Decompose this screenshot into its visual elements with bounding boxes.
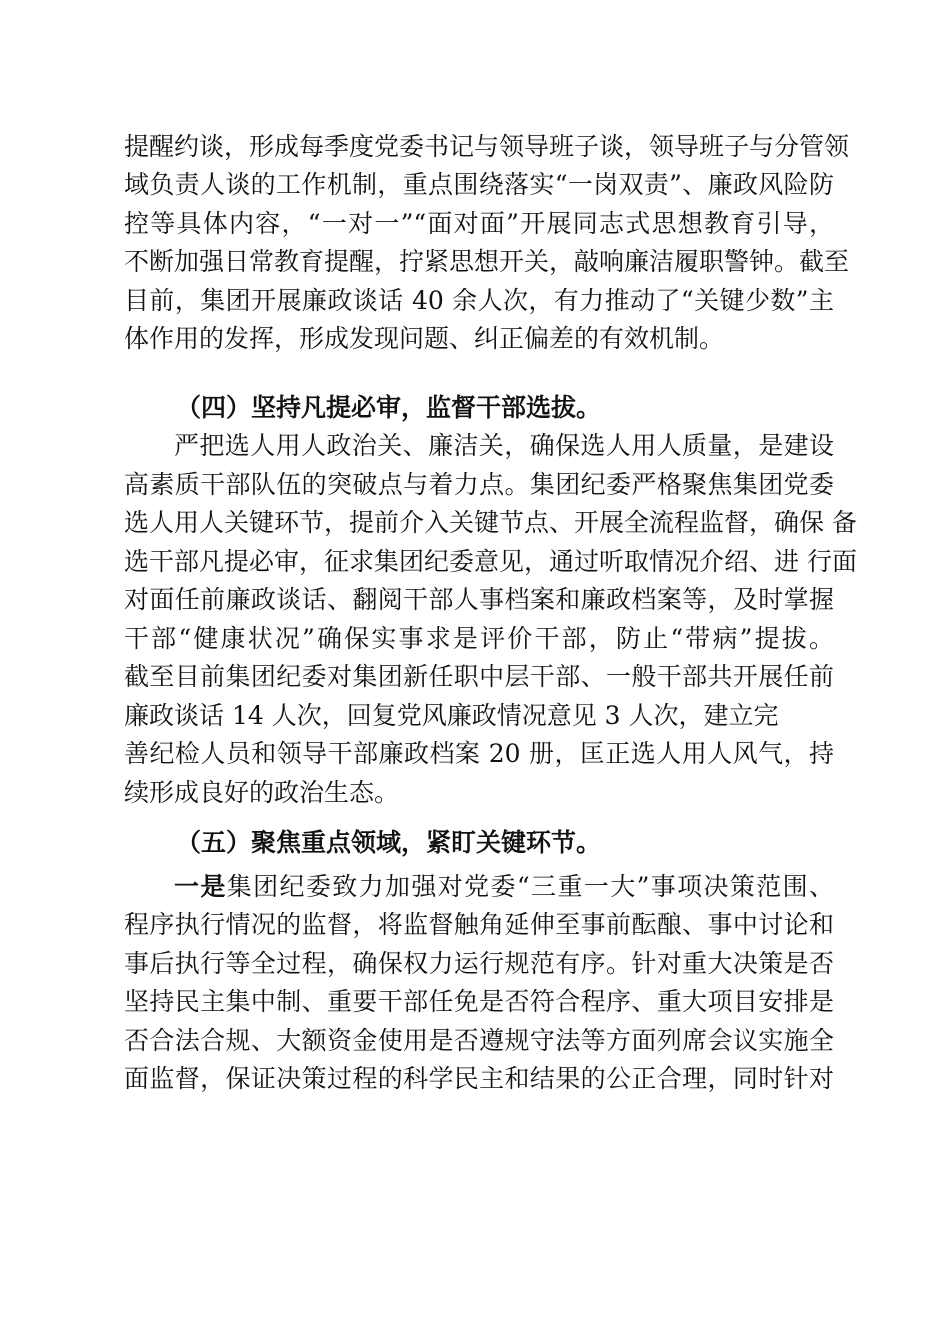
paragraph-line: 提醒约谈，形成每季度党委书记与领导班子谈，领导班子与分管领	[124, 132, 850, 161]
paragraph-line: 否合法合规、大额资金使用是否遵规守法等方面列席会议实施全	[124, 1026, 834, 1055]
paragraph-line: 善纪检人员和领导干部廉政档案 20 册，匡正选人用人风气，持	[124, 739, 834, 768]
paragraph-text: 集团纪委致力加强对党委“三重一大”事项决策范围、	[226, 872, 834, 901]
paragraph-line: 面监督，保证决策过程的科学民主和结果的公正合理，同时针对	[124, 1064, 834, 1093]
paragraph-line: 程序执行情况的监督，将监督触角延伸至事前酝酿、事中讨论和	[124, 910, 834, 939]
paragraph-line: 目前，集团开展廉政谈话 40 余人次，有力推动了“关键少数”主	[124, 286, 834, 315]
paragraph-line: 不断加强日常教育提醒，拧紧思想开关，敲响廉洁履职警钟。截至	[124, 247, 850, 276]
section-heading-5: （五）聚焦重点领域，紧盯关键环节。	[176, 828, 602, 857]
enumeration-lead: 一是	[174, 872, 227, 901]
paragraph-line: 控等具体内容，“一对一”“面对面”开展同志式思想教育引导，	[124, 209, 834, 238]
paragraph-line: 选干部凡提必审，征求集团纪委意见，通过听取情况介绍、进 行面	[124, 547, 857, 576]
paragraph-line: 域负责人谈的工作机制，重点围绕落实“一岗双责”、廉政风险防	[124, 170, 834, 199]
paragraph-line: 高素质干部队伍的突破点与着力点。集团纪委严格聚焦集团党委	[124, 470, 834, 499]
paragraph-line: 干部“健康状况”确保实事求是评价干部，防止“带病”提拔。	[124, 624, 834, 653]
paragraph-line: 严把选人用人政治关、廉洁关，确保选人用人质量，是建设	[174, 431, 834, 460]
section-heading-4: （四）坚持凡提必审，监督干部选拔。	[176, 393, 602, 422]
paragraph-line: 截至目前集团纪委对集团新任职中层干部、一般干部共开展任前	[124, 662, 834, 691]
paragraph-line: 选人用人关键环节，提前介入关键节点、开展全流程监督，确保 备	[124, 508, 857, 537]
paragraph-line: 廉政谈话 14 人次，回复党风廉政情况意见 3 人次，建立完	[124, 701, 779, 730]
paragraph-line: 事后执行等全过程，确保权力运行规范有序。针对重大决策是否	[124, 949, 834, 978]
paragraph-line: 续形成良好的政治生态。	[124, 778, 400, 807]
paragraph-line: 对面任前廉政谈话、翻阅干部人事档案和廉政档案等，及时掌握	[124, 585, 834, 614]
paragraph-line: 体作用的发挥，形成发现问题、纠正偏差的有效机制。	[124, 324, 725, 353]
paragraph-line	[174, 868, 834, 906]
paragraph-line: 坚持民主集中制、重要干部任免是否符合程序、重大项目安排是	[124, 987, 834, 1016]
